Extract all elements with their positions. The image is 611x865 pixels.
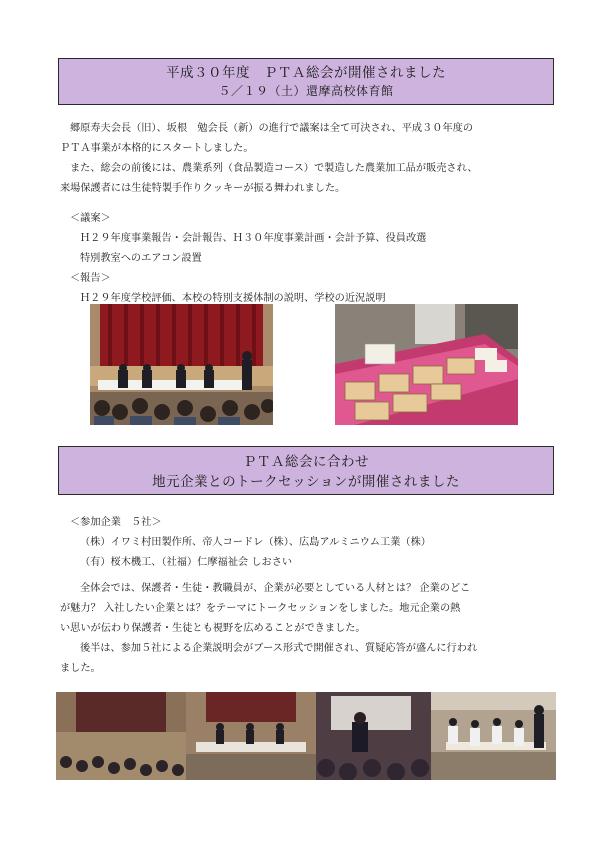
- paragraph-line: い思いが伝わり保護者・生徒とも視野を広めることができました。: [60, 623, 366, 634]
- pta-meeting-photo: [90, 304, 273, 425]
- agenda-block: [60, 209, 556, 309]
- paragraph-line: 郷原寿夫会長（旧）、坂根 勉会長（新）の進行で議案は全て可決され、平成３０年度の: [70, 123, 474, 134]
- report-heading: ＜報告＞: [70, 273, 111, 284]
- section2-subtitle: 地元企業とのトークセッションが開催されました: [152, 474, 460, 490]
- agenda-heading: ＜議案＞: [70, 213, 111, 224]
- paragraph-line: ました。: [60, 663, 101, 674]
- section1-paragraph: [60, 119, 556, 199]
- paragraph-line: 来場保護者には生徒特製手作りクッキーが振る舞われました。: [60, 183, 346, 194]
- section1-banner: [58, 58, 554, 105]
- agenda-item: 特別教室へのエアコン設置: [80, 253, 202, 264]
- section2-banner: [58, 446, 554, 495]
- section2-title: ＰＴＡ総会に合わせ: [243, 454, 369, 470]
- section1-subtitle: ５／１９（土）還摩高校体育館: [218, 84, 394, 98]
- agenda-item: Ｈ２９年度事業報告・会計報告、Ｈ３０年度事業計画・会計予算、役員改選: [80, 233, 427, 244]
- section1-title: 平成３０年度 ＰＴＡ総会が開催されました: [166, 65, 446, 81]
- talk-session-photo-strip: [56, 692, 556, 780]
- paragraph-line: また、総会の前後には、農業系列（食品製造コース）で製造した農業加工品が販売され、: [70, 163, 478, 174]
- paragraph-line: 全体会では、保護者・生徒・教職員が、企業が必要としている人材とは？ 企業のどこ: [80, 583, 471, 594]
- companies-heading: ＜参加企業 ５社＞: [70, 517, 162, 528]
- company-line: （有）桜木機工、（社福）仁摩福祉会 しおさい: [80, 557, 293, 568]
- paragraph-line: が魅力？ 入社したい企業とは？をテーマにトークセッションをしました。地元企業の熱: [60, 603, 461, 614]
- paragraph-line: ＰＴＡ事業が本格的にスタートしました。: [60, 143, 254, 154]
- companies-block: [60, 513, 556, 573]
- report-item: Ｈ２９年度学校評価、本校の特別支援体制の説明、学校の近況説明: [80, 293, 386, 304]
- paragraph-line: 後半は、参加５社による企業説明会がブース形式で開催され、質疑応答が盛んに行われ: [80, 643, 478, 654]
- section2-paragraph: [60, 579, 556, 679]
- product-sale-photo: [335, 304, 518, 425]
- company-line: （株）イワミ村田製作所、帝人コードレ（株）、広島アルミニウム工業（株）: [80, 537, 431, 548]
